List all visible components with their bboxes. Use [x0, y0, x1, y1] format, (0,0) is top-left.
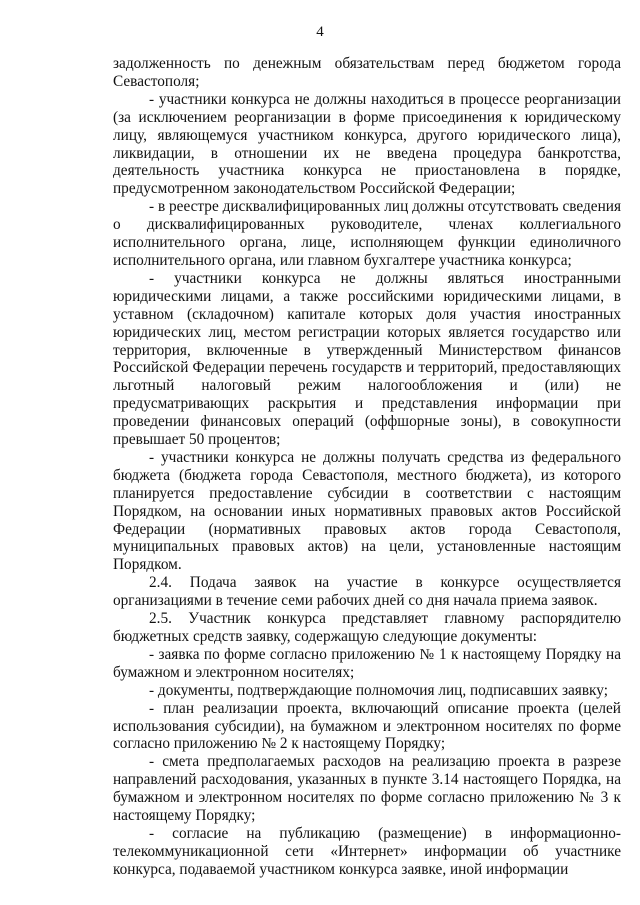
page-number: 4 [316, 24, 324, 40]
paragraph-debt-continuation: задолженность по денежным обязательствам перед бюджетом города Севастополя; [113, 55, 621, 90]
paragraph-2-5-documents: 2.5. Участник конкурса представляет главному распорядителю бюджетных средств заявку, содержащую следующие документы: [113, 610, 621, 645]
paragraph-foreign-entities: - участники конкурса не должны являться иностранными юридическими лицами, а также российскими юридическими лицами, в уставном (складочном) капитале которых доля участия иностранных юридических лиц, местом регистрации которых является государство или территория, включенные в утвержденный Министерством финансов Российской Федерации перечень государств и территорий, предоставляющих льготный налоговый режим налогообложения и (или) не предусматривающих раскрытия и представления информации при проведении финансовых операций (оффшорные зоны), в совокупности превышает 50 процентов; [113, 269, 621, 449]
list-item-authority-documents: - документы, подтверждающие полномочия лиц, подписавших заявку; [149, 681, 608, 699]
paragraph-reorganization: - участники конкурса не должны находиться в процессе реорганизации (за исключением реорганизации в форме присоединения к юридическому лицу, являющемуся участником конкурса, другого юридического лица), ликвидации, в отношении их не введена процедура банкротства, деятельность участника конкурса не приостановлена в порядке, предусмотренном законодательством Российской Федерации; [113, 90, 621, 198]
paragraph-disqualified-persons: - в реестре дисквалифицированных лиц должны отсутствовать сведения о дисквалифицированных руководителе, членах коллегиального исполнительного органа, лице, исполняющем функции единоличного исполнительного органа, или главном бухгалтере участника конкурса; [113, 198, 621, 269]
paragraph-2-4-application-submission: 2.4. Подача заявок на участие в конкурсе осуществляется организациями в течение семи рабочих дней со дня начала приема заявок. [113, 574, 621, 610]
document-body [113, 55, 621, 879]
list-item-project-plan: - план реализации проекта, включающий описание проекта (целей использования субсидии), на бумажном и электронном носителях по форме согласно приложению № 2 к настоящему Порядку; [113, 699, 621, 753]
list-item-cost-estimate: - смета предполагаемых расходов на реализацию проекта в разрезе направлений расходования, указанных в пункте 3.14 настоящего Порядка, на бумажном и электронном носителях по форме согласно приложению № 3 к настоящему Порядку; [113, 753, 621, 825]
list-item-publication-consent: - согласие на публикацию (размещение) в информационно-телекоммуникационной сети «Интернет» информации об участнике конкурса, подаваемой участником конкурса заявке, иной информации [113, 824, 621, 878]
paragraph-federal-budget: - участники конкурса не должны получать средства из федерального бюджета (бюджета города Севастополя, местного бюджета), из которого планируется предоставление субсидии в соответствии с настоящим Порядком, на основании иных нормативных правовых актов Российской Федерации (нормативных правовых актов города Севастополя, муниципальных правовых актов) на цели, установленные настоящим Порядком. [113, 448, 621, 574]
list-item-application-form: - заявка по форме согласно приложению № 1 к настоящему Порядку на бумажном и электронном носителях; [113, 645, 621, 681]
